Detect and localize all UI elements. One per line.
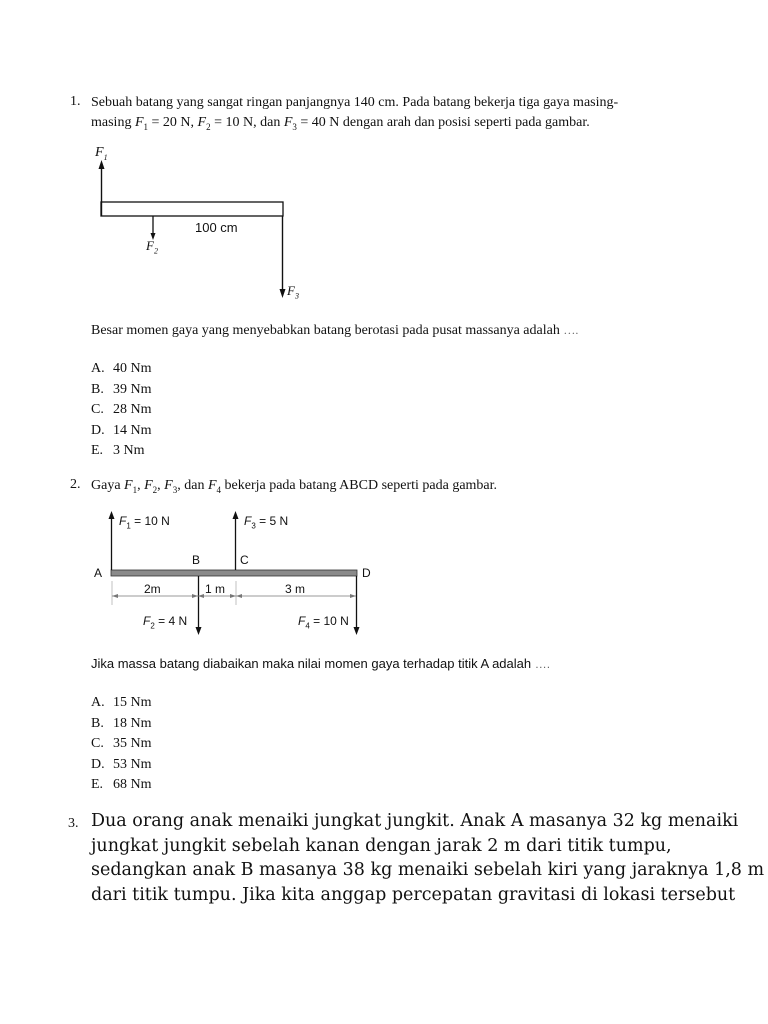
question-1-options — [91, 359, 152, 462]
question-3-line-3: sedangkan anak B masanya 38 kg menaiki sebelah kiri yang jaraknya 1,8 m — [91, 860, 765, 880]
option-c[interactable]: C. 28 Nm — [91, 402, 152, 417]
figure-2-label-f4: $F_4 = 10$ N — [298, 614, 349, 631]
point-a-label: A — [94, 566, 103, 580]
figure-2-label-f2: $F_2 = 4$ N — [143, 614, 188, 631]
figure-2-label-f3: $F_3 = 5$ N — [244, 514, 289, 531]
dimension-arrowhead — [350, 594, 356, 598]
dimension-1m: 1 m — [205, 582, 226, 596]
question-1-line-2: masing $F_1 = 20$ N, $F_2 = 10$ N, dan $F_3 = 40$ N dengan arah dan posisi seperti pada gambar. — [91, 115, 590, 132]
option-d[interactable]: D. 53 Nm — [91, 756, 152, 772]
figure-1-label-f1: $F_1$ — [95, 145, 108, 162]
dimension-arrowhead — [230, 594, 236, 598]
option-a[interactable]: A. 40 Nm — [91, 361, 152, 376]
force-f2-arrowhead — [196, 627, 202, 635]
figure-1-label-f3: $F_3$ — [287, 283, 299, 301]
option-e[interactable]: E. 3 Nm — [91, 443, 145, 458]
question-1-text — [91, 93, 618, 137]
dimension-arrowhead — [112, 594, 118, 598]
figure-1-label-f2: $F_2$ — [146, 238, 158, 256]
option-a[interactable]: A. 15 Nm — [91, 695, 152, 710]
beam-abcd — [111, 570, 357, 576]
figure-2-label-f1: $F_1 = 10$ N — [119, 514, 170, 531]
question-2-prompt: Jika massa batang diabaikan maka nilai momen gaya terhadap titik A adalah …. — [91, 656, 551, 671]
force-f1-arrowhead — [109, 511, 115, 519]
question-3-text — [91, 809, 764, 907]
question-1-line-1: Sebuah batang yang sangat ringan panjangnya 140 cm. Pada batang bekerja tiga gaya masing- — [91, 95, 619, 110]
option-d[interactable]: D. 14 Nm — [91, 422, 152, 438]
question-1-number: 1. — [70, 94, 81, 109]
question-3-line-2: jungkat jungkit sebelah kanan dengan jarak 2 m dari titik tumpu, — [91, 835, 672, 856]
question-2-text: Gaya $F_1$, $F_2$, $F_3$, dan $F_4$ bekerja pada batang ABCD seperti pada gambar. — [91, 478, 498, 495]
option-e[interactable]: E. 68 Nm — [91, 777, 152, 792]
question-2-number: 2. — [70, 477, 81, 492]
dimension-arrowhead — [192, 594, 198, 598]
point-d-label: D — [362, 566, 371, 580]
option-b[interactable]: B. 39 Nm — [91, 381, 152, 397]
beam-1 — [101, 202, 283, 216]
question-3-line-4: dari titik tumpu. Jika kita anggap percepatan gravitasi di lokasi tersebut — [91, 884, 736, 905]
force-f4-arrowhead — [354, 627, 360, 635]
question-3-number: 3. — [68, 816, 79, 831]
dimension-2m: 2m — [144, 582, 161, 596]
question-1-prompt: Besar momen gaya yang menyebabkan batang berotasi pada pusat massanya adalah …. — [91, 323, 579, 338]
dimension-arrowhead — [236, 594, 242, 598]
point-b-label: B — [192, 553, 201, 567]
force-f3-arrowhead — [280, 289, 286, 298]
point-c-label: C — [240, 553, 249, 567]
dimension-3m: 3 m — [285, 582, 306, 596]
question-2-options — [91, 693, 152, 796]
option-c[interactable]: C. 35 Nm — [91, 736, 152, 751]
figure-1-dimension-label: 100 cm — [195, 220, 238, 235]
question-3-line-1: Dua orang anak menaiki jungkat jungkit. Anak A masanya 32 kg menaiki — [91, 811, 739, 831]
force-f3-arrowhead — [233, 511, 239, 519]
option-b[interactable]: B. 18 Nm — [91, 715, 152, 731]
